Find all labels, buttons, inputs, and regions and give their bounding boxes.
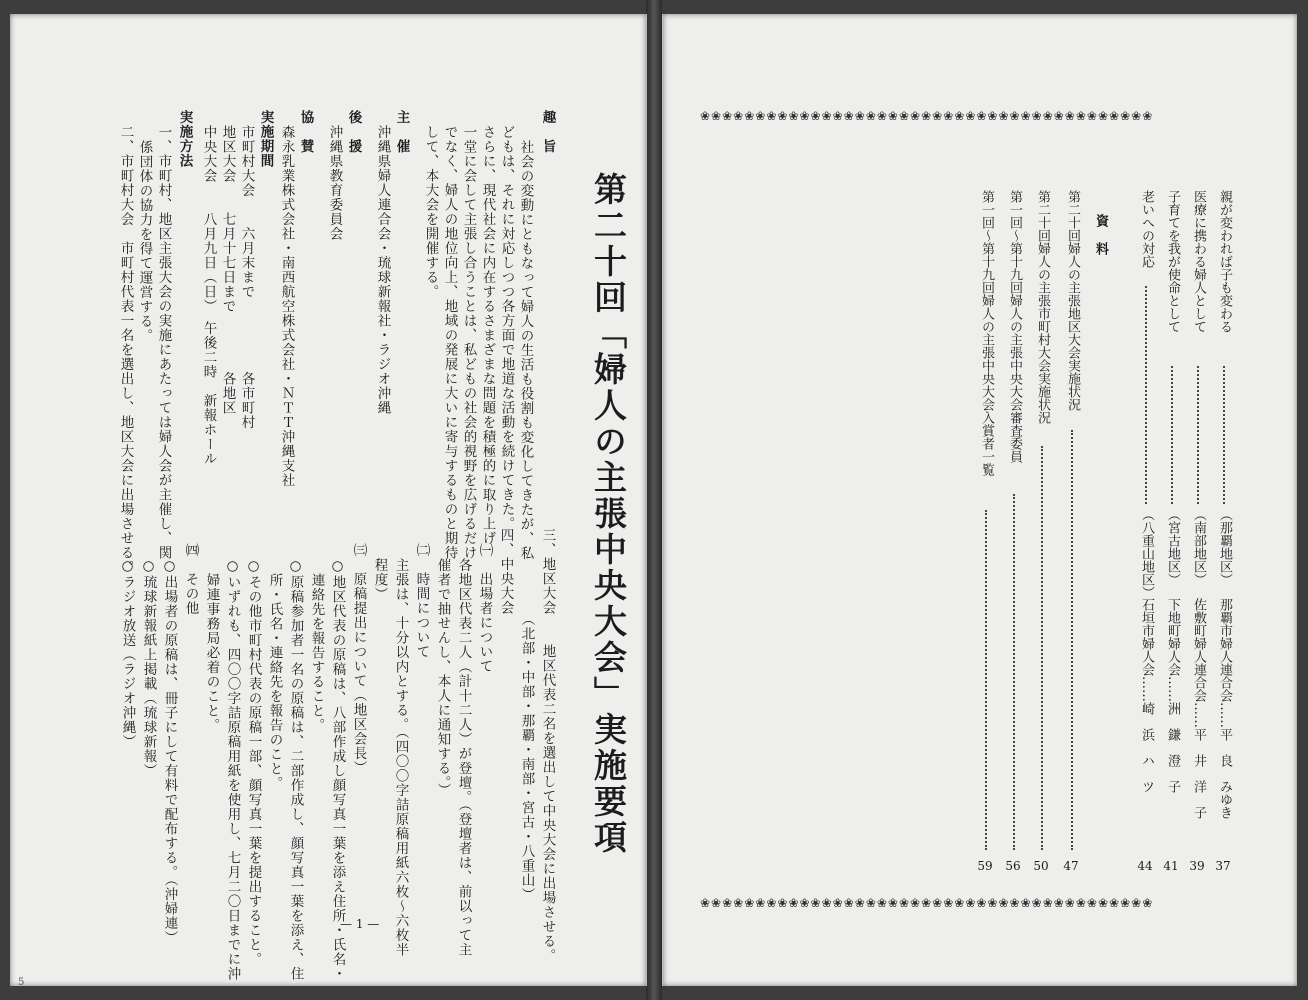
text-line: ○琉球新報紙上掲載（琉球新報） — [140, 558, 157, 778]
text-line: 一、市町村、地区主張大会の実施にあたっては婦人会が主催し、関 — [155, 125, 172, 560]
ornament-border-bottom: ❀❀❀❀❀❀❀❀❀❀❀❀❀❀❀❀❀❀❀❀❀❀❀❀❀❀❀❀❀❀❀❀❀❀❀❀❀❀❀❀❀ — [700, 896, 1154, 910]
heading-support: 後 援 — [345, 110, 362, 154]
text-line: ○いずれも、四〇〇字詰原稿用紙を使用し、七月二〇日までに沖 — [224, 558, 241, 981]
text-line: 一堂に会して主張し合うことは、私どもの社会的視野を広げるだけ — [460, 125, 477, 560]
materials-entry[interactable] — [978, 190, 994, 880]
heading-method: 実施方法 — [176, 110, 193, 168]
materials-page-number: 50 — [1033, 859, 1049, 873]
materials-title: 第二十回婦人の主張地区大会実施状況 — [1065, 190, 1080, 411]
toc-leader-dots — [985, 510, 987, 850]
materials-entry[interactable] — [1034, 190, 1050, 880]
toc-region: （南部地区） — [1191, 508, 1206, 586]
page-number: — 1 — — [340, 917, 380, 931]
materials-page-number: 59 — [977, 859, 993, 873]
materials-heading: 資 料 — [1093, 214, 1108, 256]
text-line: 地区大会 七月十七日まで 各地区 — [219, 125, 236, 415]
toc-page-number: 39 — [1189, 859, 1205, 873]
text-line: 各地区代表二人（計十二人）が登壇。（登壇者は、前以って主 — [455, 558, 472, 958]
text-line: ㈢ 原稿提出について（地区会長） — [350, 543, 367, 775]
text-line: 連絡先を報告すること。 — [308, 573, 325, 733]
toc-leader-dots — [1145, 286, 1147, 504]
text-line: ㈡ 時間について — [413, 543, 430, 659]
materials-title: 第一回～第十九回婦人の主張中央大会審査委員 — [1007, 190, 1022, 463]
text-line: 程度） — [371, 558, 388, 602]
text-line: 中央大会 八月九日（日） 午後二時 新報ホール — [200, 125, 217, 467]
text-line: 婦連事務局必着のこと。 — [203, 573, 220, 733]
text-line: 沖縄県婦人連合会・琉球新報社・ラジオ沖縄 — [374, 125, 391, 415]
heading-organizer: 主 催 — [393, 110, 410, 154]
text-line: （北部・中部・那覇・南部・宮古・八重山） — [518, 612, 535, 902]
heading-period: 実施期間 — [257, 110, 274, 168]
text-line: 二、市町村大会 市町村代表一名を選出し、地区大会に出場させる。 — [117, 125, 134, 575]
toc-author: 石垣市婦人会……崎 浜 ハ ツ — [1139, 598, 1154, 793]
toc-title: 医療に携わる婦人として — [1191, 190, 1206, 333]
materials-title: 第一回～第十九回婦人の主張中央大会入賞者一覧 — [979, 190, 994, 476]
text-line: ○地区代表の原稿は、八部作成し顔写真一葉を添え住所・氏名・ — [329, 558, 346, 981]
text-line: 森永乳業株式会社・南西航空株式会社・ＮＴＴ沖縄支社 — [278, 125, 295, 488]
text-line: ○ラジオ放送（ラジオ沖縄） — [119, 558, 136, 749]
text-line: でなく、婦人の地位向上、地域の発展に大いに寄与するものと期待 — [441, 125, 458, 560]
text-line: 沖縄県教育委員会 — [326, 125, 343, 241]
text-line: ㈣ その他 — [182, 543, 199, 616]
toc-leader-dots — [1171, 366, 1173, 504]
text-line: 催者で抽せんし、本人に通知する。） — [434, 558, 451, 798]
text-line: 市町村大会 六月末まで 各市町村 — [238, 125, 255, 430]
toc-author: 下地町婦人会……洲 鎌 澄 子 — [1165, 598, 1180, 793]
toc-entry[interactable] — [1190, 190, 1206, 880]
toc-leader-dots — [1013, 494, 1015, 850]
text-line: して、本大会を開催する。 — [422, 125, 439, 299]
book-spine — [646, 0, 662, 1000]
text-line: 主張は、十分以内とする。（四〇〇字詰原稿用紙六枚～六枚半 — [392, 558, 409, 958]
toc-title: 親が変われば子も変わる — [1217, 190, 1232, 333]
toc-leader-dots — [1223, 366, 1225, 504]
text-line: さらに、現代社会に内在するさまざまな問題を積極的に取り上げ — [479, 125, 496, 546]
text-line: 四、中央大会 — [497, 528, 514, 615]
toc-leader-dots — [1041, 446, 1043, 850]
materials-page-number: 56 — [1005, 859, 1021, 873]
toc-title: 子育てを我が使命として — [1165, 190, 1180, 333]
materials-entry[interactable] — [1006, 190, 1022, 880]
toc-page-number: 41 — [1163, 859, 1179, 873]
text-line: 所・氏名・連絡先を報告のこと。 — [266, 573, 283, 791]
ornament-border-top: ❀❀❀❀❀❀❀❀❀❀❀❀❀❀❀❀❀❀❀❀❀❀❀❀❀❀❀❀❀❀❀❀❀❀❀❀❀❀❀❀❀ — [700, 109, 1154, 123]
toc-entry[interactable] — [1138, 190, 1154, 880]
text-line: ○出場者の原稿は、冊子にして有料で配布する。（沖婦連） — [161, 558, 178, 946]
heading-sponsor: 協 賛 — [297, 110, 314, 154]
toc-entry[interactable] — [1164, 190, 1180, 880]
toc-leader-dots — [1071, 430, 1073, 850]
toc-entry[interactable] — [1216, 190, 1232, 880]
text-line: 社会の変動にともなって婦人の生活も役割も変化してきたが、私 — [517, 140, 534, 561]
materials-title: 第二十回婦人の主張市町村大会実施状況 — [1035, 190, 1050, 424]
materials-entry[interactable] — [1064, 190, 1080, 880]
page-title: 第二十回「婦人の主張中央大会」実施要項 — [589, 172, 628, 856]
text-line: ㈠ 出場者について — [476, 543, 493, 674]
toc-author: 佐敷町婦人連合会……平 井 洋 子 — [1191, 598, 1206, 819]
text-line: 三、地区大会 地区代表二名を選出して中央大会に出場させる。 — [539, 528, 556, 963]
text-line: ○その他市町村代表の原稿一部、顔写真一葉を提出すること。 — [245, 558, 262, 967]
text-line: ○原稿参加者一名の原稿は、二部作成し、顔写真一葉を添え、住 — [287, 558, 304, 981]
text-line: どもは、それに対応しつつ各方面で地道な活動を続けてきた。 — [498, 125, 515, 531]
heading-purpose: 趣 旨 — [539, 110, 556, 154]
toc-author: 那覇市婦人連合会……平 良 みゆき — [1217, 598, 1232, 819]
toc-page-number: 44 — [1137, 859, 1153, 873]
scan-corner-number: 5 — [18, 977, 25, 988]
toc-region: （八重山地区） — [1139, 508, 1154, 599]
toc-region: （那覇地区） — [1217, 508, 1232, 586]
text-line: 係団体の協力を得て運営する。 — [136, 140, 153, 343]
toc-leader-dots — [1197, 366, 1199, 504]
toc-page-number: 37 — [1215, 859, 1231, 873]
toc-region: （宮古地区） — [1165, 508, 1180, 586]
toc-title: 老いへの対応 — [1139, 190, 1154, 268]
materials-page-number: 47 — [1063, 859, 1079, 873]
